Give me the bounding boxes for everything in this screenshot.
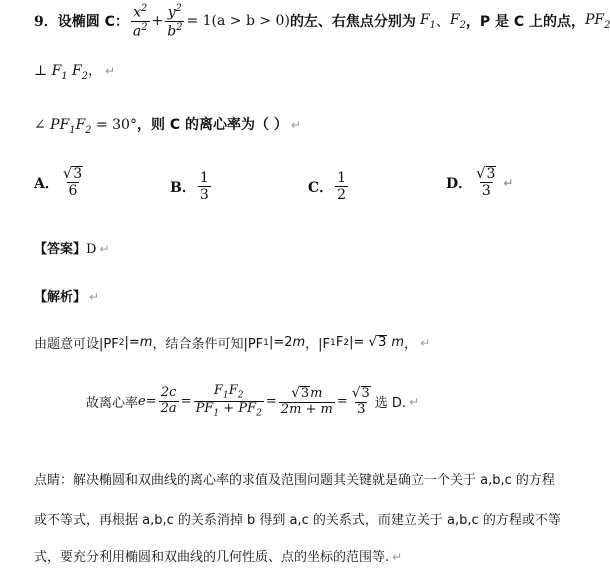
fraction-f1f2-sum: $\frac{F_1F_2}{PF_1 + PF_2}$ [195, 383, 262, 419]
analysis-line-1: 由题意可设|PF 2 |= m ，结合条件可知|PF 1 |=2 m ，|F 1 F 2 |= √ 3 m ， ↵ [34, 334, 431, 352]
question-intro: 设椭圆 C： [57, 14, 129, 30]
ellipse-x-fraction: $\frac{x^2}{a^2}$ [132, 2, 148, 40]
answer-label: 【答案】 [34, 242, 87, 257]
return-mark: ↵ [104, 64, 116, 78]
comment-line-3: 式，要充分利用椭圆和双曲线的几何性质、点的坐标的范围等. ↵ [34, 550, 403, 565]
analysis-label: 【解析】 [34, 290, 87, 305]
question-line-1: 9． 设椭圆 C： $\frac{x^2}{a^2}$ + $\frac{y^2}{b^2}$ = 1(a > b > 0) 的左、右焦点分别为 $F_1$ 、 $F_2$ ，P 是 C 上的点， $PF_2$ [34, 2, 610, 40]
option-b[interactable]: B． $\frac{1}{3}$ [170, 170, 209, 204]
comment-line-2: 或不等式，再根据 a,b,c 的关系消掉 b 得到 a,c 的关系式，而建立关于 a,b,c 的方程或不等 [34, 513, 561, 528]
ellipse-y-fraction: $\frac{y^2}{b^2}$ [167, 2, 183, 40]
question-prompt: ，则 C 的离心率为（ ） [136, 117, 288, 133]
answer-value: D [86, 242, 97, 257]
answer-line: 【答案】D ↵ [34, 242, 110, 257]
option-c[interactable]: C． $\frac{1}{2}$ [308, 170, 347, 204]
fraction-sqrt3m: √ 3 m 2m + m [280, 384, 333, 417]
analysis-heading: 【解析】 ↵ [34, 290, 100, 305]
fraction-2c-2a: $\frac{2c}{2a}$ [160, 385, 177, 417]
foci-text: 的左、右焦点分别为 [289, 14, 416, 30]
question-line-3: ∠ $PF_1F_2 = 30^\circ$，则 C 的离心率为（ ） ↵ [34, 117, 301, 136]
option-d[interactable]: D． √ 3 3 ↵ [446, 165, 514, 200]
segment-pf2: $PF_2$ [585, 11, 610, 31]
angle-pf1f2: ∠ $PF_1F_2$ [34, 117, 92, 136]
point-p-text: ，P 是 C 上的点， [465, 14, 586, 30]
ellipse-condition: = 1(a > b > 0) [186, 13, 290, 29]
angle-value: = 30° [95, 117, 137, 133]
comment-line-1: 点睛：解决椭圆和双曲线的离心率的求值及范围问题其关键就是确立一个关于 a,b,c 的方程 [34, 473, 555, 488]
eccentricity-formula: 故离心率 e = $\frac{2c}{2a}$ = $\frac{F_1F_2}{PF_1 + PF_2}$ = √ 3 m 2m + m = √ 3 3 选 D. ↵ [86, 383, 420, 419]
focus-f2: $F_2$ [449, 11, 466, 31]
fraction-sqrt3-3: √ 3 3 [351, 384, 370, 417]
perpendicular-f1f2: ⊥ $F_1$ $F_2$ [34, 63, 88, 82]
question-line-2: ⊥ $F_1$ $F_2$， ↵ [34, 63, 116, 82]
option-a[interactable]: A． √ 3 6 [34, 165, 83, 200]
question-number: 9． [34, 14, 58, 30]
focus-f1: $F_1$ [419, 11, 436, 31]
